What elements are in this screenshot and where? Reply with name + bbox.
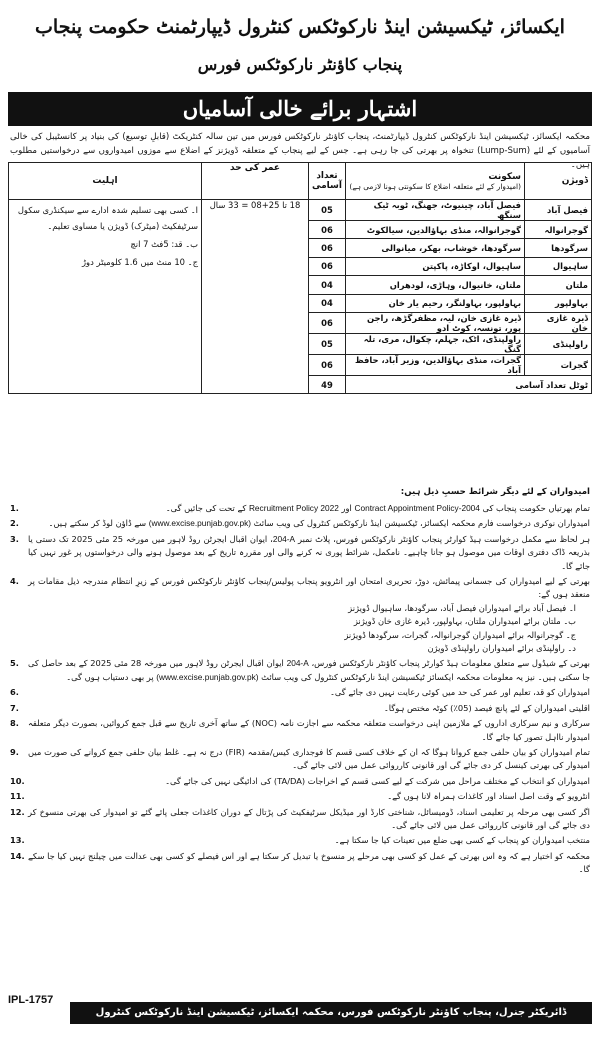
condition-text-part: کے تحت کی جائیں گی۔ <box>165 503 249 513</box>
vacancy-table <box>8 162 592 394</box>
vacancy-table-body <box>9 200 592 394</box>
condition-item <box>10 806 590 833</box>
condition-item <box>10 575 590 655</box>
condition-text-part: اقلیتی امیدواران کے لئے پانچ فیصد (05٪) کوٹہ مختص ہوگا۔ <box>383 702 590 713</box>
vacancies-banner: اشتہار برائے خالی آسامیاں <box>8 92 592 126</box>
condition-number: 5. <box>10 658 19 669</box>
condition-text <box>28 790 590 803</box>
residence-cell: فیصل آباد، چینیوٹ، جھنگ، ٹوبہ ٹیک سنگھ <box>346 200 525 221</box>
condition-text-part: امیدواران کو انتخاب کے مختلف مراحل میں شرکت کے لیے کسی قسم کے اخراجات (TA/DA) کی ادائیگی نہیں کی جائے گی۔ <box>165 775 590 786</box>
condition-number: 4. <box>10 576 19 587</box>
condition-text-part: (www.excise.punjab.gov.pk) <box>156 671 259 682</box>
condition-text-part: Contract Appointment Policy-2004 <box>354 503 480 513</box>
condition-text <box>28 746 590 773</box>
eligibility-item: ب۔ قد: 5فٹ 7 انچ <box>130 239 198 249</box>
division-cell: ملتان <box>525 276 592 294</box>
residence-cell: بہاولپور، بہاولنگر، رحیم یار خان <box>346 294 525 312</box>
lump-sum-label: (Lump-Sum) <box>477 146 531 156</box>
residence-cell: ملتان، خانیوال، وہاڑی، لودھراں <box>346 276 525 294</box>
condition-text-part: امیدواران نوکری درخواست فارم محکمہ ایکسائز، ٹیکسیشن اینڈ نارکوٹکس کنٹرول کی ویب سائٹ <box>251 518 590 529</box>
division-cell: راولپنڈی <box>525 333 592 354</box>
condition-text-part: تمام امیدواران کو بیان حلفی جمع کروانا ہوگا کہ ان کے خلاف کسی قسم کا فوجداری کیس/مقدمہ (FIR) درج نہ ہے۔ غلط بیان حلفی جمع کروانے کی صورت میں امیدوار کی بھرتی کینسل کر دی جائے گی اور قانونی کارروائی عمل میں لائی جائے گی۔ <box>28 746 590 771</box>
condition-text <box>28 850 590 877</box>
condition-number: 1. <box>10 503 19 513</box>
condition-text-part: سے ڈاؤن لوڈ کر سکتے ہیں۔ <box>48 518 149 529</box>
condition-text <box>28 717 590 744</box>
residence-cell: سرگودھا، خوشاب، بھکر، میانوالی <box>346 239 525 257</box>
condition-text <box>28 686 590 699</box>
condition-text-part: سرکاری و نیم سرکاری اداروں کے ملازمین اپنی درخواست متعلقہ محکمہ سے اجازت نامہ (NOC) کے ساتھ آخری تاریخ سے قبل جمع کروائیں، بصورت دیگر متعلقہ امیدوار نااہل تصور کیا جائے گا۔ <box>28 718 590 742</box>
condition-number: 8. <box>10 718 19 729</box>
condition-text-part: ہر لحاظ سے مکمل درخواست ہیڈ کوارٹر پنجاب کاؤنٹر نارکوٹکس فورس، پلاٹ نمبر <box>295 533 590 544</box>
header-age: عمر کی حد <box>202 163 309 200</box>
condition-text <box>28 834 590 847</box>
condition-number: 10. <box>10 775 25 786</box>
condition-text-part: بھرتی کے لیے امیدواران کی جسمانی پیمائش، دوڑ، تحریری امتحان اور انٹرویو پنجاب پولیس/پنجاب کاؤنٹر نارکوٹکس فورس کے زیرِ انتظام مندرجہ ذیل مقامات پر منعقد ہوں گے: <box>28 576 590 600</box>
condition-number: 7. <box>10 702 19 713</box>
condition-text-part: (www.excise.punjab.gov.pk) <box>148 518 251 529</box>
condition-text <box>28 517 590 530</box>
total-count: 49 <box>309 375 346 393</box>
condition-item <box>10 657 590 684</box>
condition-number: 12. <box>10 806 25 817</box>
condition-sub-item: د۔ راولپنڈی برائے امیدواران راولپنڈی ڈویژن <box>427 643 576 654</box>
condition-text-part: منتخب امیدواران کو پنجاب کے کسی بھی ضلع میں تعینات کیا جا سکتا ہے۔ <box>334 835 590 846</box>
condition-item <box>10 717 590 744</box>
condition-number: 6. <box>10 687 19 698</box>
condition-text-part: 204-A <box>272 533 296 544</box>
condition-text <box>28 533 590 573</box>
count-cell: 04 <box>309 294 346 312</box>
condition-number: 14. <box>10 850 25 861</box>
eligibility-item: ا۔ کسی بھی تسلیم شدہ ادارے سے سیکنڈری سکول سرٹیفکیٹ (میٹرک) ڈویژن یا مساوی تعلیم۔ <box>17 205 198 231</box>
condition-item <box>10 686 590 699</box>
intro-text: محکمہ ایکسائز، ٹیکسیشن اینڈ نارکوٹکس کنٹرول ڈیپارٹمنٹ، پنجاب کاؤنٹر نارکوٹکس فورس میں تین سالہ کنٹریکٹ (قابلِ توسیع) کی بنیاد پر کانسٹیبل کی خالی آسامیوں کے لئے <box>10 132 590 156</box>
count-cell: 05 <box>309 333 346 354</box>
condition-text-part: اور <box>338 503 355 513</box>
condition-text-part: 204-A <box>286 658 309 669</box>
count-cell: 06 <box>309 239 346 257</box>
division-cell: گجرات <box>525 354 592 375</box>
condition-item <box>10 746 590 773</box>
condition-number: 11. <box>10 791 25 802</box>
division-cell: گوجرانوالہ <box>525 221 592 239</box>
footer-signature: ڈائریکٹر جنرل، پنجاب کاؤنٹر نارکوٹکس فورس، محکمہ ایکسائز، ٹیکسیشن اینڈ نارکوٹکس کنٹرول ڈیپارٹمنٹ، حکومت پنجاب <box>70 1002 592 1024</box>
header-division: ڈویژن <box>525 163 592 200</box>
eligibility-item: ج۔ 10 منٹ میں 1.6 کلومیٹر دوڑ <box>82 257 198 267</box>
condition-number: 3. <box>10 533 19 544</box>
condition-sub-item: ج۔ گوجرانوالہ برائے امیدواران گوجرانوالہ، گجرات، سرگودھا ڈویژنز <box>344 629 576 640</box>
division-cell: ڈیرہ غازی خان <box>525 312 592 333</box>
count-cell: 05 <box>309 200 346 221</box>
eligibility-cell <box>9 200 202 394</box>
condition-text <box>28 702 590 715</box>
header-count: تعداد آسامی <box>309 163 346 200</box>
residence-cell: راولپنڈی، اٹک، جہلم، چکوال، مری، تلہ گنگ <box>346 333 525 354</box>
condition-text-part: ، ایوان اقبال ایجرٹن روڈ لاہور میں مورخہ 25 مئی 2025 تک دستی یا بذریعہ ڈاک دفتری اوقات میں موصول ہو جانا چاہیے۔ نامکمل، شرائط پوری نہ کرنے والی اور مقررہ تاریخ کے بعد موصول ہونے والی درخواستوں پر غور نہیں کیا جائے گا۔ <box>28 533 590 571</box>
count-cell: 06 <box>309 221 346 239</box>
residence-cell: ساہیوال، اوکاڑہ، پاکپتن <box>346 257 525 275</box>
condition-text-part: انٹرویو کے وقت اصل اسناد اور کاغذات ہمراہ لانا ہوں گے۔ <box>387 791 590 802</box>
total-label: ٹوٹل تعداد آسامی <box>346 375 592 393</box>
intro-text-2: تنخواہ پر بھرتی کی جا رہی ہے۔ جس کے لیے پنجاب کے متعلقہ ڈویژنز کے اضلاع سے موزوں امیدواروں سے درخواستیں مطلوب ہیں۔ <box>10 146 590 170</box>
condition-item <box>10 502 590 515</box>
condition-text <box>28 575 590 655</box>
age-cell: 18 تا 25+08 = 33 سال <box>202 200 309 394</box>
header-residence <box>346 163 525 200</box>
division-cell: ساہیوال <box>525 257 592 275</box>
count-cell: 06 <box>309 257 346 275</box>
condition-number: 9. <box>10 746 19 757</box>
department-title: ایکسائز، ٹیکسیشن اینڈ نارکوٹکس کنٹرول ڈیپارٹمنٹ حکومت پنجاب <box>35 16 565 38</box>
division-cell: فیصل آباد <box>525 200 592 221</box>
condition-sub-item: ا۔ فیصل آباد برائے امیدواران فیصل آباد، سرگودھا، ساہیوال ڈویژنز <box>348 602 576 613</box>
condition-sub-item: ب۔ ملتان برائے امیدواران ملتان، بہاولپور، ڈیرہ غازی خان ڈویژنز <box>353 616 576 627</box>
condition-text <box>28 502 590 515</box>
residence-cell: ڈیرہ غازی خان، لیہ، مظفرگڑھ، راجن پور، تونسہ، کوٹ ادو <box>346 312 525 333</box>
condition-item <box>10 702 590 715</box>
condition-item <box>10 775 590 788</box>
count-cell: 04 <box>309 276 346 294</box>
count-cell: 06 <box>309 354 346 375</box>
header-residence-label: سکونت <box>488 171 521 182</box>
condition-text-part: بھرتی کے شیڈول سے متعلق معلومات ہیڈ کوارٹر پنجاب کاؤنٹر نارکوٹکس فورس، <box>308 658 590 669</box>
condition-item <box>10 517 590 530</box>
condition-item <box>10 850 590 877</box>
ipl-number: IPL-1757 <box>8 994 54 1006</box>
condition-text-part: اگر کسی بھی مرحلہ پر تعلیمی اسناد، ڈومیسائل، شناختی کارڈ اور میڈیکل سرٹیفکیٹ کی پڑتال کے دوران کاغذات جعلی پائے گئے تو امیدوار کی بھرتی منسوخ کر دی جائے گی اور قانونی کارروائی عمل میں لائی جائے گی۔ <box>28 806 590 830</box>
condition-text-part: پر بھی دستیاب ہوں گی۔ <box>66 671 157 682</box>
condition-text-part: ایوان اقبال ایجرٹن روڈ لاہور میں مورخہ 28 مئی 2025 کے بعد حاصل کی جا سکتی ہیں۔ نیز یہ معلومات محکمہ ایکسائز ٹیکسیشن اینڈ نارکوٹکس کنٹرول کی ویب سائٹ <box>28 658 590 682</box>
count-cell: 06 <box>309 312 346 333</box>
force-title: پنجاب کاؤنٹر نارکوٹکس فورس <box>197 55 403 74</box>
condition-text <box>28 806 590 833</box>
condition-number: 13. <box>10 835 25 846</box>
residence-cell: گوجرانوالہ، منڈی بہاؤالدین، سیالکوٹ <box>346 221 525 239</box>
condition-item <box>10 533 590 573</box>
condition-text-part: امیدواران کو قد، تعلیم اور عمر کی حد میں کوئی رعایت نہیں دی جائے گی۔ <box>330 687 590 698</box>
condition-text-part: Recruitment Policy 2022 <box>248 503 339 513</box>
condition-text <box>28 775 590 788</box>
condition-text <box>28 657 590 684</box>
division-cell: بہاولپور <box>525 294 592 312</box>
residence-cell: گجرات، منڈی بہاؤالدین، وزیر آباد، حافظ آباد <box>346 354 525 375</box>
condition-item <box>10 834 590 847</box>
header-residence-note: (امیدوار کے لئے متعلقہ اضلاع کا سکونتی ہونا لازمی ہے) <box>349 181 521 191</box>
table-row <box>9 200 592 221</box>
condition-item <box>10 790 590 803</box>
header-eligibility: اہلیت <box>9 163 202 200</box>
condition-text-part: تمام بھرتیاں حکومت پنجاب کی <box>479 503 590 513</box>
condition-number: 2. <box>10 518 19 529</box>
condition-text-part: محکمہ کو اختیار ہے کہ وہ اس بھرتی کے عمل کو کسی بھی مرحلے پر منسوخ یا تبدیل کر سکتا ہے اور اس فیصلے کو کسی بھی عدالت میں چیلنج نہیں کیا جا سکے گا۔ <box>28 850 590 875</box>
division-cell: سرگودھا <box>525 239 592 257</box>
conditions-list <box>10 502 590 879</box>
conditions-title: امیدواران کے لئے دیگر شرائط حسبِ ذیل ہیں: <box>400 487 590 497</box>
